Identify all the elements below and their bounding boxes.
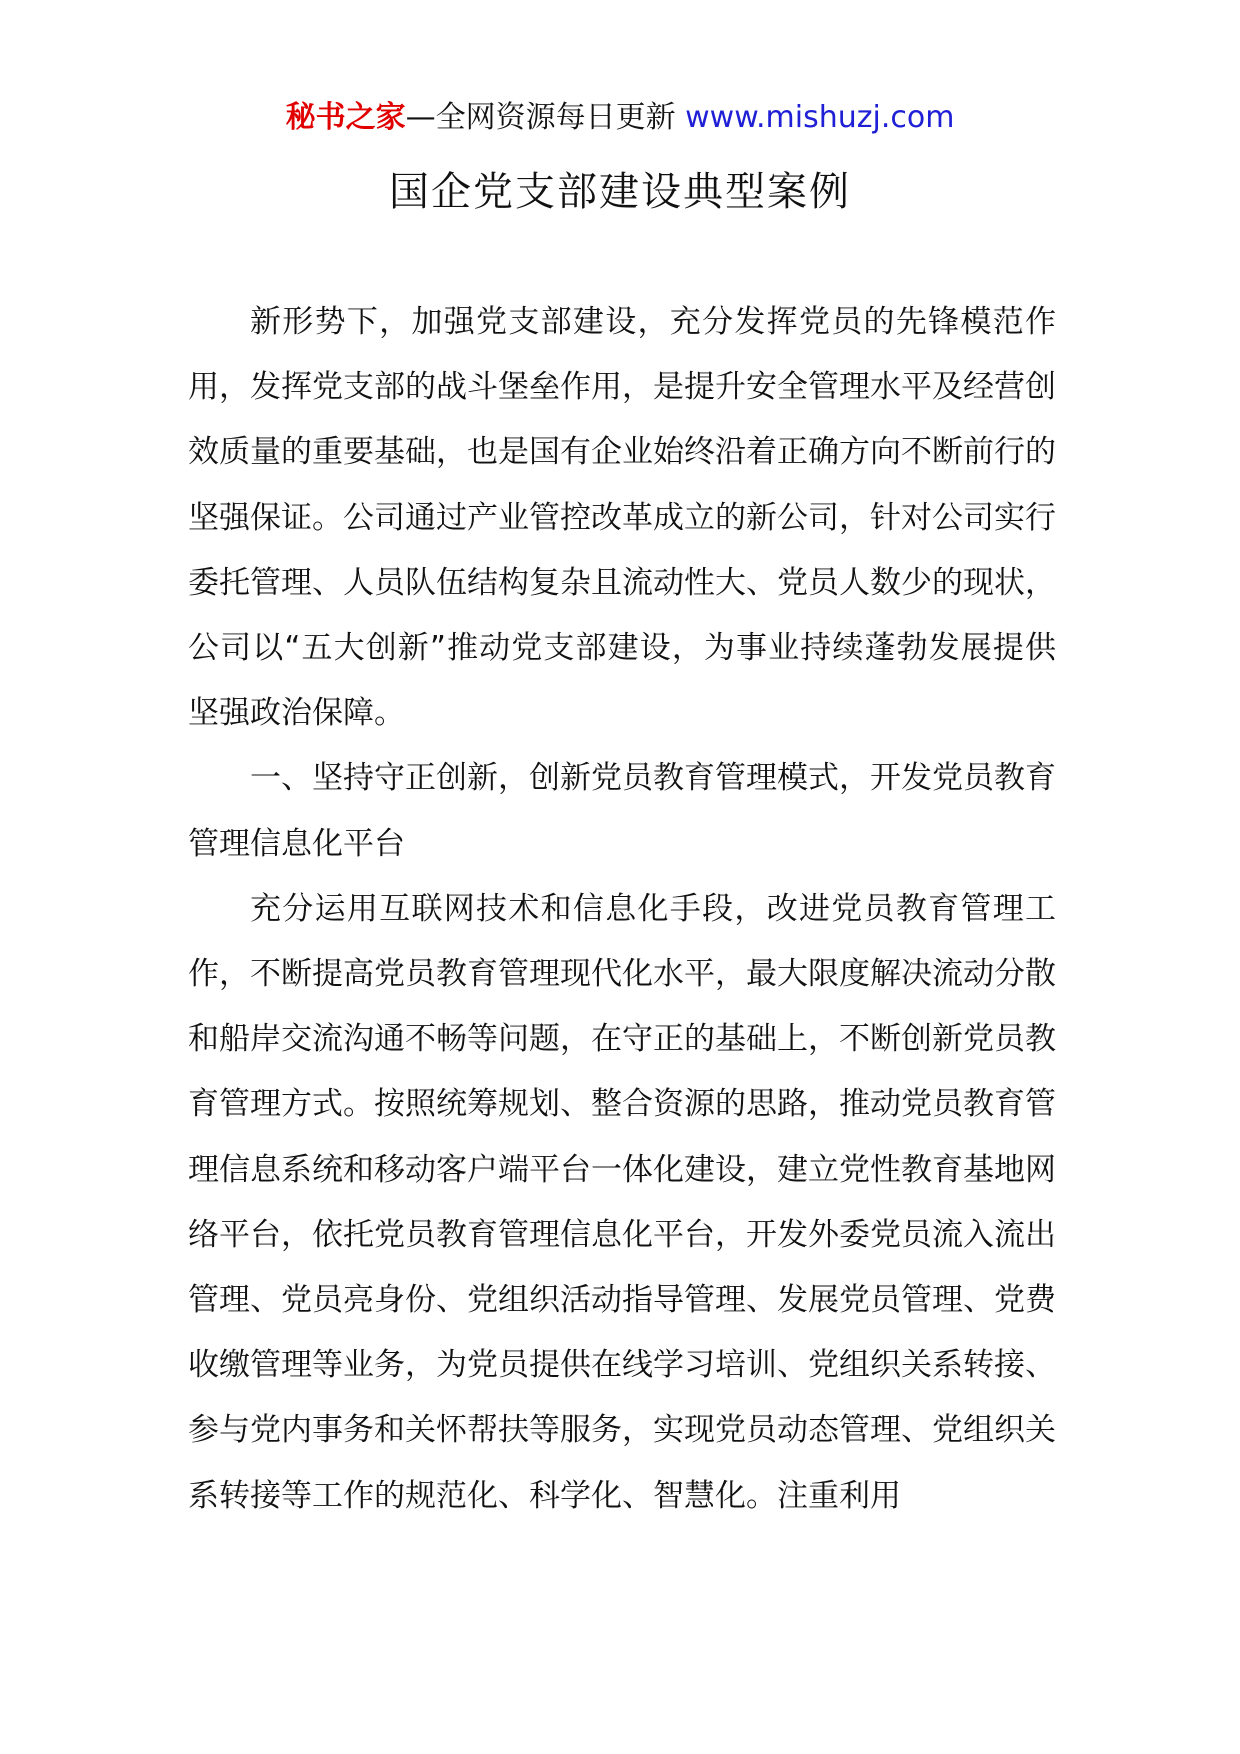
document-title: 国企党支部建设典型案例 (389, 169, 851, 215)
banner-brand: 秘书之家 (285, 100, 406, 135)
site-banner (0, 98, 1240, 138)
banner-slogan: —全网资源每日更新 (405, 100, 676, 135)
section-heading-1: 一、坚持守正创新，创新党员教育管理模式，开发党员教育管理信息化平台 (188, 760, 1056, 862)
document-body (188, 290, 1056, 1529)
banner-url-link[interactable]: www.mishuzj.com (685, 100, 955, 135)
paragraph-section-1: 充分运用互联网技术和信息化手段，改进党员教育管理工作，不断提高党员教育管理现代化水平，最大限度解决流动分散和船岸交流沟通不畅等问题，在守正的基础上，不断创新党员教育管理方式。按照统筹规划、整合资源的思路，推动党员教育管理信息系统和移动客户端平台一体化建设，建立党性教育基地网络平台，依托党员教育管理信息化平台，开发外委党员流入流出管理、党员亮身份、党组织活动指导管理、发展党员管理、党费收缴管理等业务，为党员提供在线学习培训、党组织关系转接、参与党内事务和关怀帮扶等服务，实现党员动态管理、党组织关系转接等工作的规范化、科学化、智慧化。注重利用 (188, 890, 1056, 1514)
paragraph-intro: 新形势下，加强党支部建设，充分发挥党员的先锋模范作用，发挥党支部的战斗堡垒作用，是提升安全管理水平及经营创效质量的重要基础，也是国有企业始终沿着正确方向不断前行的坚强保证。公司通过产业管控改革成立的新公司，针对公司实行委托管理、人员队伍结构复杂且流动性大、党员人数少的现状，公司以“五大创新”推动党支部建设，为事业持续蓬勃发展提供坚强政治保障。 (188, 304, 1056, 732)
